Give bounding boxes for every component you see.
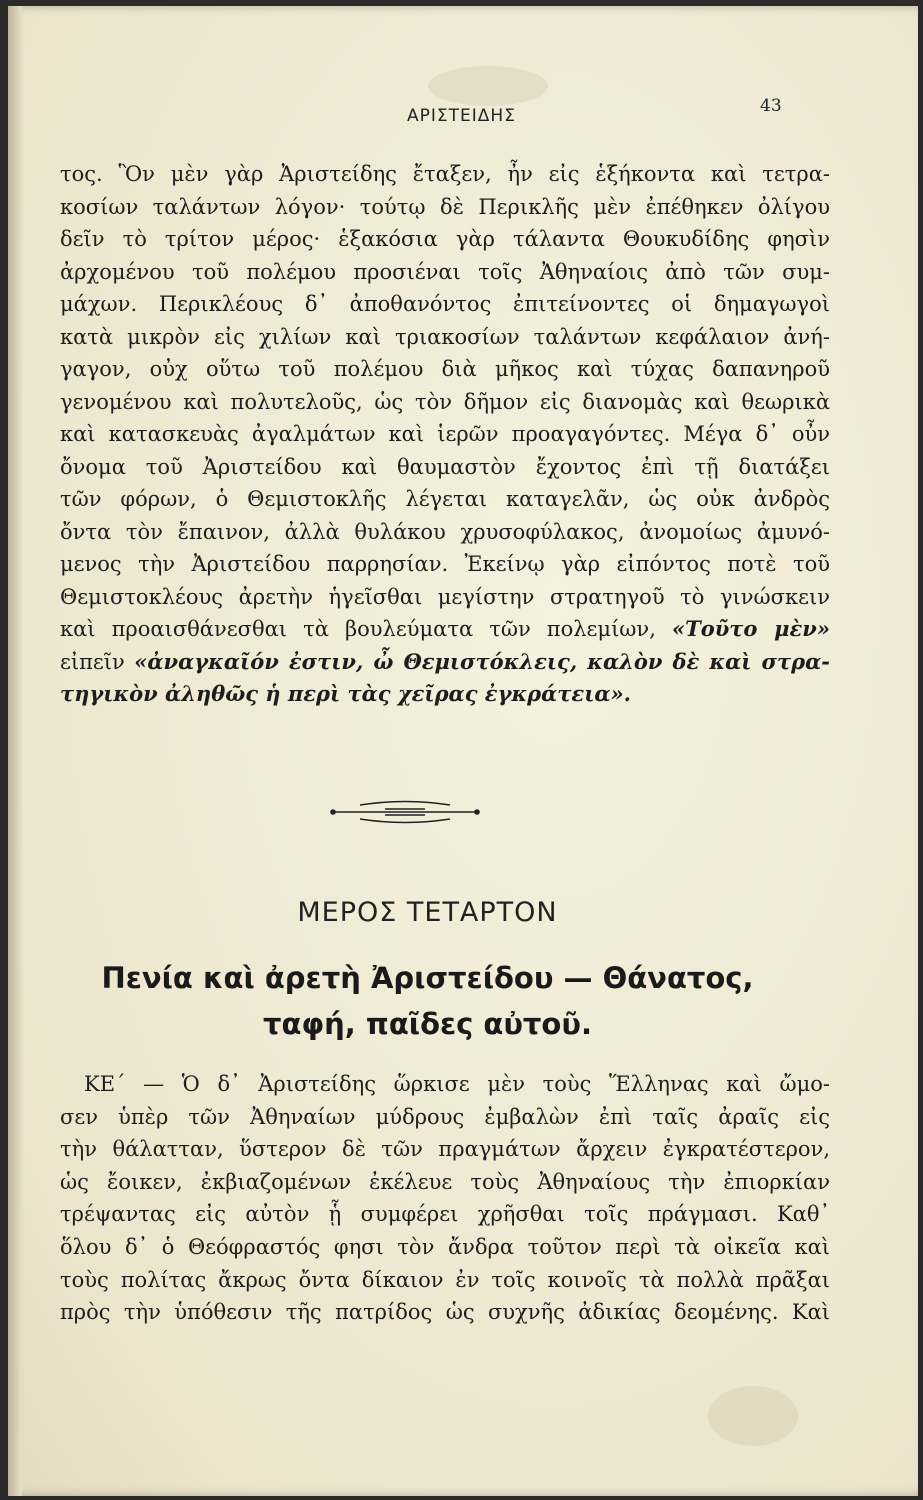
paper-stain xyxy=(708,1386,798,1446)
chapter-heading-line: ταφή, παῖδες αὐτοῦ. xyxy=(263,1007,592,1041)
text-line: τῶν φόρων, ὁ Θεμιστοκλῆς λέγεται καταγελᾶν, ὡς οὐκ ἀνδρὸς xyxy=(60,487,830,511)
text-line-with-quote xyxy=(60,646,830,679)
text-line: σεν ὑπὲρ τῶν Ἀθηναίων μύδρους ἐμβαλὼν ἐπὶ ταῖς ἀραῖς εἰς xyxy=(60,1104,830,1129)
text-line: μάχων. Περικλέους δ᾽ ἀποθανόντος ἐπιτείνοντες οἱ δημαγωγοὶ xyxy=(60,292,830,316)
text-line: γαγον, οὐχ οὕτω τοῦ πολέμου διὰ μῆκος καὶ τύχας δαπανηροῦ xyxy=(60,357,830,381)
text-line: τοὺς πολίτας ἄκρως ὄντα δίκαιον ἐν τοῖς κοινοῖς τὰ πολλὰ πρᾶξαι xyxy=(60,1267,830,1292)
text-line: γενομένου καὶ πολυτελοῦς, ὡς τὸν δῆμον εἰς διανομὰς καὶ θεωρικὰ xyxy=(60,389,830,414)
text-line: πρὸς τὴν ὑπόθεσιν τῆς πατρίδος ὡς συχνῆς ἀδικίας δεομένης. Καὶ xyxy=(60,1300,830,1325)
chapter-text xyxy=(60,1068,830,1329)
quote-line-end: τηγικὸν ἀληθῶς ἡ περὶ τὰς χεῖρας ἐγκράτεια». xyxy=(60,681,631,706)
text-line: τρέψαντας εἰς αὐτὸν ᾗ συμφέρει χρῆσθαι τοῖς πράγμασι. Καθ᾽ xyxy=(60,1202,830,1227)
text-line: κοσίων ταλάντων λόγον· τούτῳ δὲ Περικλῆς μὲν ἐπέθηκεν ὀλίγου xyxy=(60,194,830,219)
text-line: ὄνομα τοῦ Ἀριστείδου καὶ θαυμαστὸν ἔχοντος ἐπὶ τῇ διατάξει xyxy=(60,454,830,479)
text-fragment: καὶ προαισθάνεσθαι τὰ βουλεύματα τῶν πολεμίων, xyxy=(60,617,656,641)
text-line: καὶ κατασκευὰς ἀγαλμάτων καὶ ἱερῶν προαγαγόντες. Μέγα δ᾽ οὖν xyxy=(60,422,830,446)
chapter-heading xyxy=(0,955,855,1047)
running-head: ΑΡΙΣΤΕΙΔΗΣ xyxy=(407,106,516,126)
text-line: ὅλου δ᾽ ὁ Θεόφραστός φησι τὸν ἄνδρα τοῦτον περὶ τὰ οἰκεῖα καὶ xyxy=(60,1234,830,1259)
chapter-heading-line: Πενία καὶ ἀρετὴ Ἀριστείδου — Θάνατος, xyxy=(101,961,754,995)
text-line: κατὰ μικρὸν εἰς χιλίων καὶ τριακοσίων ταλάντων κεφάλαιον ἀνή- xyxy=(60,324,830,349)
text-line: Θεμιστοκλέους ἀρετὴν ἡγεῖσθαι μεγίστην στρατηγοῦ τὸ γινώσκειν xyxy=(60,584,830,609)
text-line: ὡς ἔοικεν, ἐκβιαζομένων ἐκέλευε τοὺς Ἀθηναίους τὴν ἐπιορκίαν xyxy=(60,1169,830,1194)
page-gutter-edge xyxy=(8,6,22,1496)
text-line: τὴν θάλατταν, ὕστερον δὲ τῶν πραγμάτων ἄρχειν ἐγκρατέστερον, xyxy=(60,1137,830,1162)
text-line: ἀρχομένου τοῦ πολέμου προσιέναι τοῖς Ἀθηναίοις ἀπὸ τῶν συμ- xyxy=(60,259,830,284)
text-line: ὄντα τὸν ἔπαινον, ἀλλὰ θυλάκου χρυσοφύλακος, ἀνομοίως ἀμυνό- xyxy=(60,519,830,544)
text-line: δεῖν τὸ τρίτον μέρος· ἑξακόσια γὰρ τάλαντα Θουκυδίδης φησὶν xyxy=(60,227,830,251)
section-title: ΜΕΡΟΣ ΤΕΤΑΡΤΟΝ xyxy=(297,897,558,928)
paper-stain xyxy=(428,66,548,106)
text-line: ΚΕ΄ — Ὁ δ᾽ Ἀριστείδης ὥρκισε μὲν τοὺς Ἕλληνας καὶ ὤμο- xyxy=(84,1072,830,1096)
quote-fragment: «Τοῦτο μὲν» xyxy=(671,616,830,641)
text-line: μενος τὴν Ἀριστείδου παρρησίαν. Ἐκείνῳ γὰρ εἰπόντος ποτὲ τοῦ xyxy=(60,552,830,576)
text-line-with-quote xyxy=(60,613,830,646)
text-line: τος. Ὃν μὲν γὰρ Ἀριστείδης ἔταξεν, ἦν εἰς ἑξήκοντα καὶ τετρα- xyxy=(60,162,830,186)
passage-text xyxy=(60,158,830,711)
said-word: εἰπεῖν xyxy=(60,649,125,674)
page-number: 43 xyxy=(760,96,782,116)
quote-fragment: «ἀναγκαῖόν ἐστιν, ὦ Θεμιστόκλεις, καλὸν δὲ καὶ στρα- xyxy=(134,648,830,674)
section-ornament xyxy=(330,792,480,832)
